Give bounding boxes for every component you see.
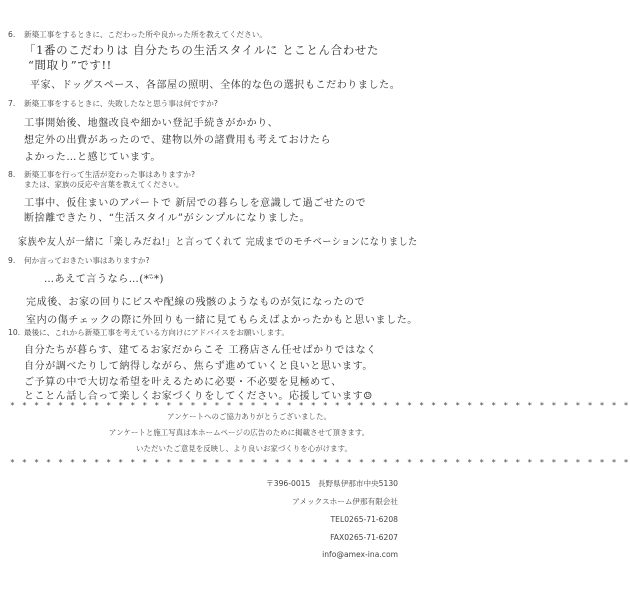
answer-9-line-1: …あえて言うなら…(*ᵕ̈*) xyxy=(44,274,165,285)
question-9 xyxy=(8,256,416,266)
answer-7-line-2: 想定外の出費があったので、建物以外の諸費用も考えておけたら xyxy=(24,135,332,146)
thanks-line-3: いただいたご意見を反映し、より良いお家づくりを心がけます。 xyxy=(136,444,352,453)
answer-9-line-2: 完成後、お家の回りにビスや配線の残骸のようなものが気になったので xyxy=(26,297,366,308)
answer-6-line-2: “間取り”です!! xyxy=(28,58,112,72)
question-text: 最後に、これから新築工事を考えている方向けにアドバイスをお願いします。 xyxy=(24,328,289,337)
question-number: 10. xyxy=(8,328,21,337)
answer-6-line-3: 平家、ドッグスペース、各部屋の照明、全体的な色の選択もこだわりました。 xyxy=(30,80,401,91)
question-6 xyxy=(8,30,416,40)
answer-10-line-4: とことん話し合って楽しくお家づくりをしてください。応援しています☺ xyxy=(24,391,373,402)
star-divider-bottom: * * * * * * * * * * * * * * * * * * * * * * * * * * * * * * * * * * * * * * * * * * * * * * * * * * * * xyxy=(10,458,630,467)
answer-7-line-1: 工事開始後、地盤改良や細かい登記手続きがかかり、 xyxy=(24,118,279,129)
address-postal: 〒396-0015 長野県伊那市中央5130 xyxy=(266,479,398,488)
company-name: アメックスホーム伊那有限会社 xyxy=(292,497,398,506)
answer-10-line-1: 自分たちが暮らす、建てるお家だからこそ 工務店さん任せばかりではなく xyxy=(24,345,377,356)
question-text: 何か言っておきたい事はありますか? xyxy=(24,256,150,265)
answer-10-line-2: 自分が調べたりして納得しながら、焦らず進めていくと良いと思います。 xyxy=(24,361,373,372)
question-text: 新築工事を行って生活が変わった事はありますか? xyxy=(24,170,196,179)
question-text: 新築工事をするときに、こだわった所や良かった所を教えてください。 xyxy=(24,30,267,39)
question-number: 9. xyxy=(8,256,16,265)
question-number: 6. xyxy=(8,30,16,39)
question-8-subtext: または、家族の反応や言葉を教えてください。 xyxy=(24,180,184,189)
answer-9-line-3: 室内の傷チェックの際に外回りも一緒に見てもらえばよかったかもと思いました。 xyxy=(26,315,418,326)
star-divider-top: * * * * * * * * * * * * * * * * * * * * * * * * * * * * * * * * * * * * * * * * * * * * * * * * * * * * xyxy=(10,401,630,410)
answer-8-line-3: 家族や友人が一緒に「楽しみだね!」と言ってくれて 完成までのモチベーションになりました xyxy=(18,237,418,248)
question-10 xyxy=(8,328,416,338)
answer-6-line-1: 「1番のこだわりは 自分たちの生活スタイルに とことん合わせた xyxy=(24,43,379,57)
answer-8-line-1: 工事中、仮住まいのアパートで 新居での暮らしを意識して過ごせたので xyxy=(24,198,367,209)
question-number: 8. xyxy=(8,170,16,179)
phone-number: TEL0265-71-6208 xyxy=(330,515,398,524)
question-text: 新築工事をするときに、失敗したなと思う事は何ですか? xyxy=(24,99,218,108)
email-address: info@amex-ina.com xyxy=(322,550,398,559)
thanks-line-2: アンケートと施工写真は本ホームページの広告のために掲載させて頂きます。 xyxy=(108,428,370,437)
question-8 xyxy=(8,170,416,180)
thanks-line-1: アンケートへのご協力ありがとうございました。 xyxy=(167,412,331,421)
fax-number: FAX0265-71-6207 xyxy=(330,533,398,542)
question-7 xyxy=(8,99,416,109)
answer-8-line-2: 断捨離できたり、“生活スタイル”がシンプルになりました。 xyxy=(24,213,311,224)
answer-10-line-3: ご予算の中で大切な希望を叶えるために必要・不必要を見極めて、 xyxy=(24,377,342,388)
question-number: 7. xyxy=(8,99,16,108)
answer-7-line-3: よかった…と感じています。 xyxy=(24,152,161,163)
